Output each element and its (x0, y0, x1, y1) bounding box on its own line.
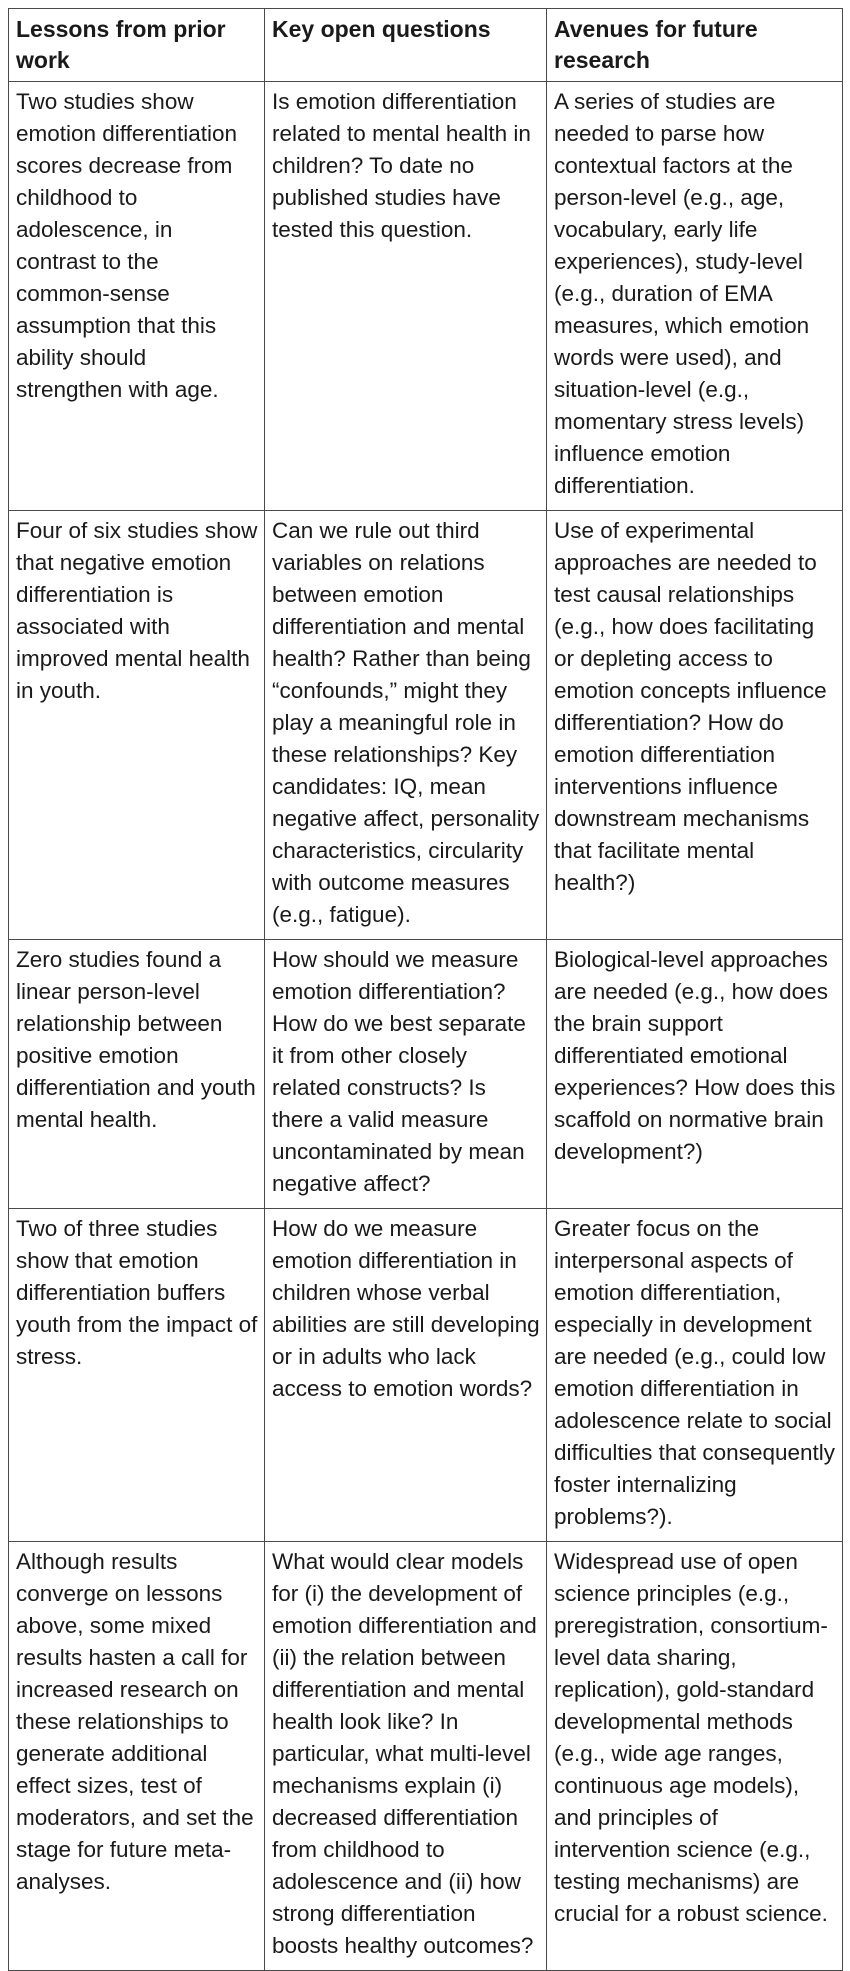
question-cell: What would clear models for (i) the development of emotion differentiation and (ii) the relation between differentiation and mental health look like? In particular, what multi-level mechanisms explain (i) decreased differentiation from childhood to adolescence and (ii) how strong differentiation boosts healthy outcomes? (265, 1542, 547, 1971)
lesson-cell: Two studies show emotion differentiation scores decrease from childhood to adolescence, in contrast to the common-sense assumption that this ability should strengthen with age. (9, 82, 265, 511)
lesson-cell: Two of three studies show that emotion differentiation buffers youth from the impact of stress. (9, 1209, 265, 1542)
research-summary-table-container (8, 8, 842, 1971)
header-future-research: Avenues for future research (547, 9, 843, 82)
lesson-cell: Although results converge on lessons above, some mixed results hasten a call for increased research on these relationships to generate additional effect sizes, test of moderators, and set the stage for future meta-analyses. (9, 1542, 265, 1971)
avenue-cell: Biological-level approaches are needed (e.g., how does the brain support differentiated emotional experiences? How does this scaffold on normative brain development?) (547, 940, 843, 1209)
table-row (9, 82, 843, 511)
table-row (9, 940, 843, 1209)
question-cell: Can we rule out third variables on relations between emotion differentiation and mental health? Rather than being “confounds,” might they play a meaningful role in these relationships? Key candidates: IQ, mean negative affect, personality characteristics, circularity with outcome measures (e.g., fatigue). (265, 511, 547, 940)
avenue-cell: Greater focus on the interpersonal aspects of emotion differentiation, especially in development are needed (e.g., could low emotion differentiation in adolescence relate to social difficulties that consequently foster internalizing problems?). (547, 1209, 843, 1542)
table-row (9, 511, 843, 940)
table-header-row (9, 9, 843, 82)
avenue-cell: Widespread use of open science principles (e.g., preregistration, consortium-level data sharing, replication), gold-standard developmental methods (e.g., wide age ranges, continuous age models), and principles of intervention science (e.g., testing mechanisms) are crucial for a robust science. (547, 1542, 843, 1971)
question-cell: Is emotion differentiation related to mental health in children? To date no published studies have tested this question. (265, 82, 547, 511)
header-open-questions: Key open questions (265, 9, 547, 82)
avenue-cell: A series of studies are needed to parse how contextual factors at the person-level (e.g., age, vocabulary, early life experiences), study-level (e.g., duration of EMA measures, which emotion words were used), and situation-level (e.g., momentary stress levels) influence emotion differentiation. (547, 82, 843, 511)
table-row (9, 1209, 843, 1542)
research-summary-table (8, 8, 843, 1971)
question-cell: How should we measure emotion differentiation? How do we best separate it from other closely related constructs? Is there a valid measure uncontaminated by mean negative affect? (265, 940, 547, 1209)
lesson-cell: Zero studies found a linear person-level relationship between positive emotion differentiation and youth mental health. (9, 940, 265, 1209)
avenue-cell: Use of experimental approaches are needed to test causal relationships (e.g., how does facilitating or depleting access to emotion concepts influence differentiation? How do emotion differentiation interventions influence downstream mechanisms that facilitate mental health?) (547, 511, 843, 940)
table-row (9, 1542, 843, 1971)
lesson-cell: Four of six studies show that negative emotion differentiation is associated with improved mental health in youth. (9, 511, 265, 940)
header-lessons: Lessons from prior work (9, 9, 265, 82)
question-cell: How do we measure emotion differentiation in children whose verbal abilities are still developing or in adults who lack access to emotion words? (265, 1209, 547, 1542)
